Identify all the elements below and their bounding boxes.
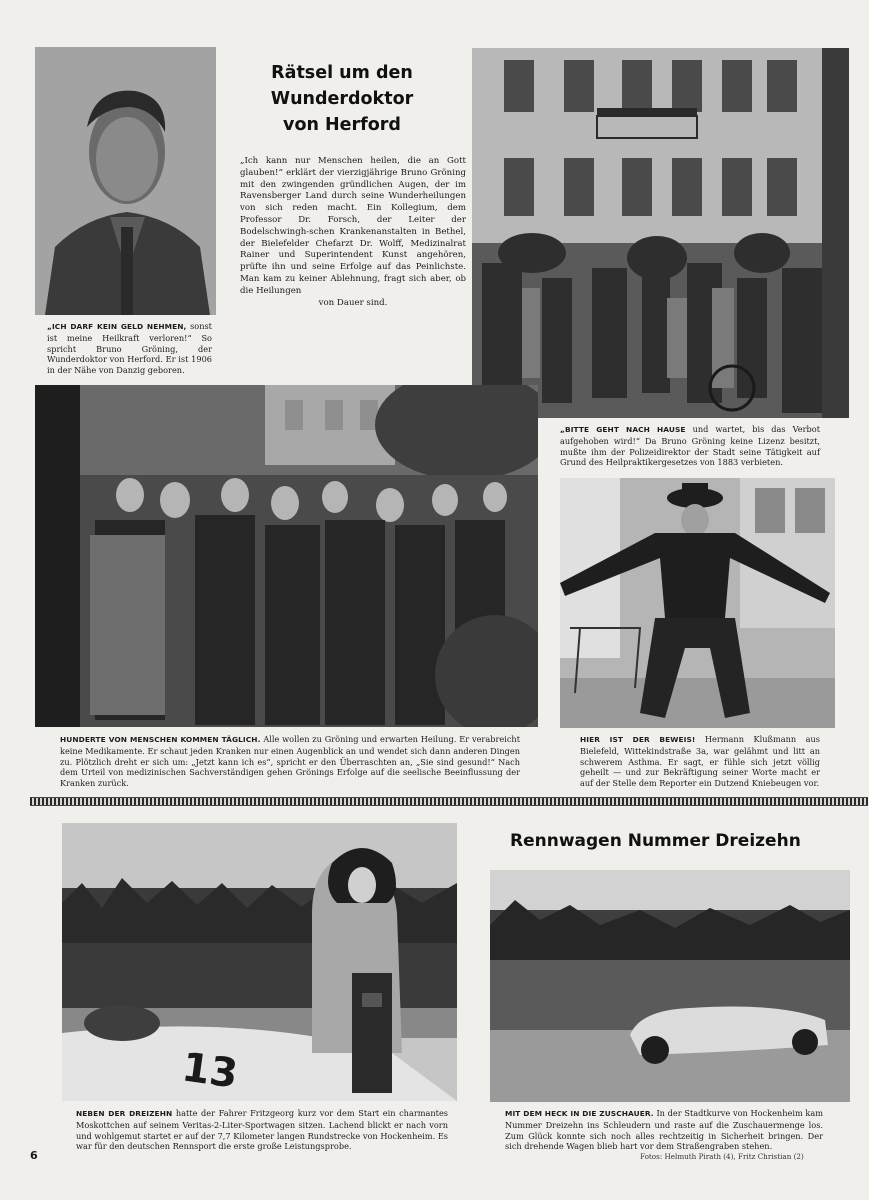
article-2-title: Rennwagen Nummer Dreizehn (510, 831, 801, 851)
section-divider (30, 797, 868, 806)
intro-text: „Ich kann nur Menschen heilen, die an Gott glauben!“ erklärt der vierzigjährige Bruno Gröning mit den zwingenden gründlichen Augen, der im Ravensberger Land durch seine Wunderheilungen von sich reden macht. Ein Kollegium, dem Professor Dr. Forsch, der Leiter der Bodelschwingh-schen Krankenanstalten in Bethel, der Bielefelder Chefarzt Dr. Wolff, Medizinalrat Rainer und Superintendent Kunst angehören, prüfte ihn und seine Erfolge auf das Peinlichste. Man kam zu keiner Ablehnung, fragt sich aber, ob die Heilungen (240, 156, 466, 296)
proof-caption-lead: HIER IST DER BEWEIS! (580, 735, 696, 744)
car-caption-lead: NEBEN DER DREIZEHN (76, 1109, 173, 1118)
portrait-caption-lead: „ICH DARF KEIN GELD NEHMEN, (47, 322, 187, 331)
crowd-caption-lead: HUNDERTE VON MENSCHEN KOMMEN TÄGLICH. (60, 735, 261, 744)
intro-last-line: von Dauer sind. (318, 297, 388, 308)
article-intro (240, 156, 466, 309)
proof-caption (580, 734, 820, 789)
crowd-caption-text: Alle wollen zu Gröning und erwarten Heilung. Er verabreicht keine Medikamente. Er schaut jeden Kranken nur einen Augenblick an und wendet sich dann anderen Dingen zu. Plötzlich dreht er sich um: „Jetzt kann ich es“, spricht er den Überraschten an, „Sie sind gesund!“ Nach dem Urteil von medizinischen Sachverständigen gehen Grönings Erfolge auf die seelische Beeinflussung der Kranken zurück. (60, 734, 520, 789)
portrait-caption (47, 321, 212, 376)
crowd-photo (35, 385, 538, 727)
page-number: 6 (30, 1149, 38, 1162)
title-line-3: von Herford (283, 115, 401, 135)
house-caption (560, 424, 820, 468)
car-number: 13 (179, 1044, 241, 1098)
race-caption-text: In der Stadtkurve von Hockenheim kam Nummer Dreizehn ins Schleudern und raste auf die Zuschauermenge los. Zum Glück konnte sich noch alles rechtzeitig in Sicherheit bringen. Der sich drehende Wagen blieb hart vor dem Straßengraben stehen. (505, 1108, 824, 1152)
race-spin-photo (490, 870, 850, 1102)
title-line-1: Rätsel um den (271, 63, 413, 83)
house-caption-text: und wartet, bis das Verbot aufgehoben wird!“ Da Bruno Gröning keine Lizenz besitzt, mußte ihm der Polizeidirektor der Stadt seine Tätigkeit auf Grund des Heilpraktikergesetzes von 1883 verbieten. (560, 424, 820, 468)
race-caption-lead: MIT DEM HECK IN DIE ZUSCHAUER. (505, 1109, 654, 1118)
car-woman-photo (62, 823, 457, 1101)
race-caption (505, 1108, 823, 1152)
house-caption-lead: „BITTE GEHT NACH HAUSE (560, 425, 686, 434)
photo-credit: Fotos: Helmuth Pirath (4), Fritz Christian (2) (640, 1152, 804, 1161)
proof-caption-text: Hermann Klußmann aus Bielefeld, Wittekindstraße 3a, war gelähmt und litt an schwerem Asthma. Er sagt, er fühle sich jetzt völlig geheilt — und zur Bekräftigung seiner Worte macht er auf der Stelle dem Reporter ein Dutzend Kniebeugen vor. (580, 734, 820, 789)
car-caption-text: hatte der Fahrer Fritzgeorg kurz vor dem Start ein charmantes Moskottchen auf seinem Veritas-2-Liter-Sportwagen sitzen. Lachend blickt er nach vorn und wohlgemut startet er auf der 7,7 Kilometer langen Rundstrecke von Hockenheim. Es war für den deutschen Rennsport die erste große Leistungsprobe. (76, 1108, 448, 1152)
car-caption (76, 1108, 448, 1152)
portrait-photo (35, 47, 216, 315)
portrait-caption-text: sonst ist meine Heilkraft verloren!“ So spricht Bruno Gröning, der Wunderdoktor von Herford. Er ist 1906 in der Nähe von Danzig geboren. (47, 321, 212, 376)
title-line-2: Wunderdoktor (270, 89, 414, 109)
house-crowd-photo (472, 48, 849, 418)
knee-bend-photo (560, 478, 835, 728)
article-title (232, 60, 452, 138)
crowd-caption (60, 734, 520, 789)
